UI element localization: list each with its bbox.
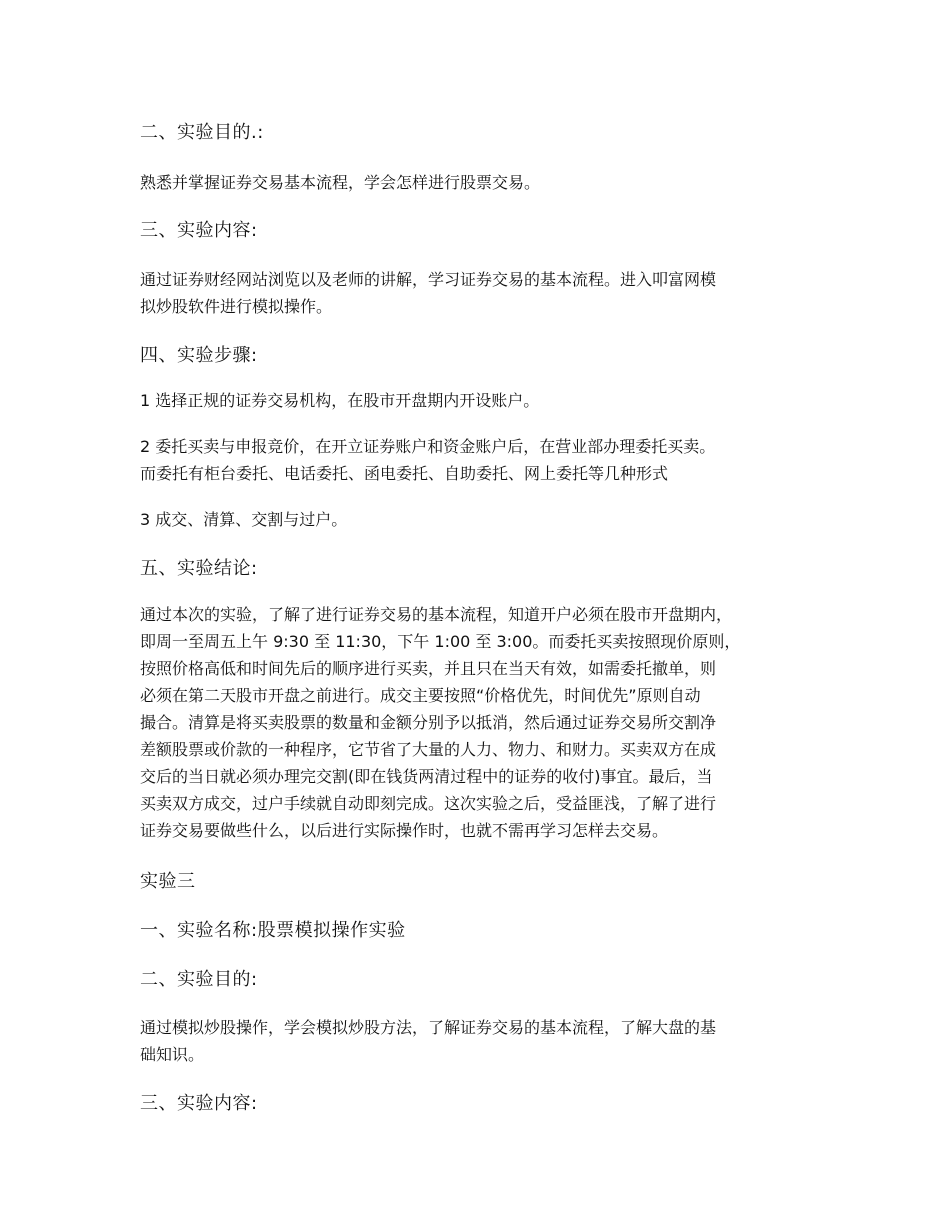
heading-experiment-name: 一、实验名称:股票模拟操作实验 (140, 920, 406, 941)
paragraph-content-line-2: 拟炒股软件进行模拟操作。 (140, 297, 333, 316)
conclusion-line-9: 证券交易要做些什么，以后进行实际操作时，也就不需再学习怎样去交易。 (140, 821, 669, 840)
heading-experiment-purpose: 二、实验目的.: (140, 122, 264, 143)
paragraph-purpose-text: 熟悉并掌握证券交易基本流程，学会怎样进行股票交易。 (140, 173, 541, 192)
heading-experiment-conclusion: 五、实验结论: (140, 558, 258, 579)
purpose-2-line-1: 通过模拟炒股操作，学会模拟炒股方法，了解证券交易的基本流程，了解大盘的基 (140, 1018, 717, 1037)
step-2-line-2: 而委托有柜台委托、电话委托、函电委托、自助委托、网上委托等几种形式 (140, 464, 669, 483)
conclusion-line-5: 撮合。清算是将买卖股票的数量和金额分别予以抵消，然后通过证券交易所交割净 (140, 713, 717, 732)
heading-experiment-content-2: 三、实验内容: (140, 1093, 258, 1114)
step-3-text: 3 成交、清算、交割与过户。 (140, 510, 348, 529)
step-2-line-1: 2 委托买卖与申报竞价，在开立证券账户和资金账户后，在营业部办理委托买卖。 (140, 437, 716, 456)
conclusion-line-6: 差额股票或价款的一种程序，它节省了大量的人力、物力、和财力。买卖双方在成 (140, 740, 717, 759)
heading-experiment-content: 三、实验内容: (140, 220, 258, 241)
conclusion-line-8: 买卖双方成交，过户手续就自动即刻完成。这次实验之后，受益匪浅，了解了进行 (140, 794, 717, 813)
heading-experiment-purpose-2: 二、实验目的: (140, 969, 258, 990)
conclusion-line-1: 通过本次的实验，了解了进行证券交易的基本流程，知道开户必须在股市开盘期内， (140, 605, 733, 624)
conclusion-line-7: 交后的当日就必须办理完交割(即在钱货两清过程中的证券的收付)事宜。最后，当 (140, 767, 713, 786)
conclusion-line-3: 按照价格高低和时间先后的顺序进行买卖，并且只在当天有效，如需委托撤单，则 (140, 659, 717, 678)
heading-experiment-steps: 四、实验步骤: (140, 345, 258, 366)
conclusion-line-2: 即周一至周五上午 9:30 至 11:30，下午 1:00 至 3:00。而委托买卖按照现价原则， (140, 632, 741, 651)
purpose-2-line-2: 础知识。 (140, 1045, 205, 1064)
conclusion-line-4: 必须在第二天股市开盘之前进行。成交主要按照“价格优先，时间优先”原则自动 (140, 686, 701, 705)
step-1-text: 1 选择正规的证券交易机构，在股市开盘期内开设账户。 (140, 391, 540, 410)
paragraph-content-line-1: 通过证券财经网站浏览以及老师的讲解，学习证券交易的基本流程。进入叩富网模 (140, 270, 717, 289)
heading-experiment-three: 实验三 (140, 871, 196, 892)
